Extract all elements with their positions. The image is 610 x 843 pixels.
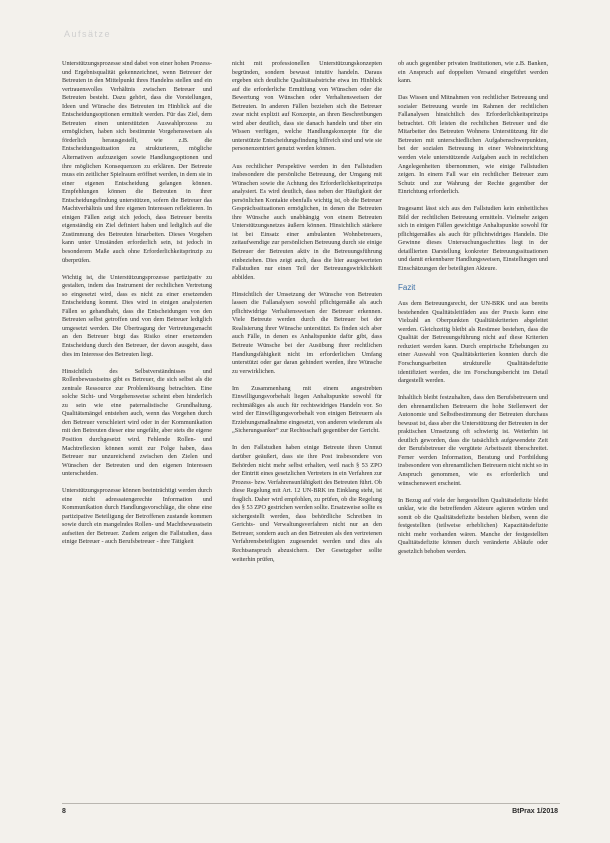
text-column-1 [62, 60, 212, 800]
page-number: 8 [62, 808, 66, 815]
text-column-3 [398, 60, 548, 800]
footer-divider [62, 803, 560, 804]
paragraph: Unterstützungsprozesse können beeinträchtigt werden durch eine nicht adressatengerechte Information und Kommunikation durch Handlungsvorschläge, die ohne eine partizipative Beteiligung der Betroffenen zustande kommen sowie durch ein mangelndes Rollen- und Machtbewusstsein aufseiten der Betreuer. Zudem zeigen die Fallstudien, dass einige Betreuer - auch Berufsbetreuer - ihre Tätigkeit [62, 487, 212, 546]
text-column-2 [232, 60, 382, 800]
section-heading-fazit: Fazit [398, 282, 416, 292]
paragraph: In Bezug auf viele der hergestellten Qualitätsdefizite bleibt unklar, wie die betreffenden Akteure agieren würden und somit ob die Qualitätsdefizite bestehen bleiben, wenn die festgestellten (teilweise erheblichen) Kapazitätsdefizite nicht mehr vorhanden wären. Manche der festgestellten Qualitätsdefizite können durch veränderte Abläufe oder gesetzlich behoben werden. [398, 496, 548, 555]
paragraph: Aus dem Betreuungsrecht, der UN-BRK und aus bereits bestehenden Qualitätsleitfäden aus der Praxis kann eine Vielzahl an Oberpunkten Qualitätskriterien abgeleitet werden. Gleichzeitig bleibt als Resümee bestehen, dass die Qualität der Betreuungsführung nicht auf diese Kriterien reduziert werden kann. Durch empirische Erhebungen zu einer Auswahl von Qualitätskriterien konnten durch die Forschungsarbeiten strukturelle Qualitätsdefizite identifiziert werden, die im Forschungsbericht im Detail dargestellt werden. [398, 300, 548, 385]
section-label: Aufsätze [64, 29, 112, 39]
paragraph: Aus rechtlicher Perspektive werden in den Fallstudien insbesondere die persönliche Betreuung, der Umgang mit Wünschen sowie die Achtung des Erforderlichkeitsprinzips analysiert. Es wird deutlich, dass neben der Häufigkeit der persönlichen Kontakte ebenfalls wichtig ist, ob die Betreuer Gesprächssituationen ermöglichen, in denen die Betreuten ihre Wünsche auch unabhängig von einem Betreuten Unterstützungsnetzes äußern können. Hinsichtlich stärkere ist bei Einsatz einer ambulanten Wohnbetreuers, zeitaufwendige zur persönlichen Betreuung durch sie einige Betreuer der Betreuten aktiv in die Betreuungsführung einbeziehen. Dies zeigt auch, dass die hier ausgewerteten Fallstudien nur einen Teil der Betreuungswirklichkeit abbilden. [232, 162, 382, 281]
paragraph: Inhaltlich bleibt festzuhalten, dass den Berufsbetreuern und den ehrenamtlichen Betreuern die hohe Stellenwert der Autonomie und Selbstbestimmung der Betreuten durchaus bewusst ist, dass aber die Unterstützung der Betreuten in der praktischen Umsetzung oft schwierig ist. Weiterhin ist deutlich geworden, dass die tatsächlich aufgewendete Zeit der Berufsbetreuer die vergütete Arbeitszeit überschreitet. Ferner werden Information, Beratung und Fortbildung insbesondere von ehrenamtlichen Betreuern nicht nicht so in Anspruch genommen, wie es erforderlich und wünschenswert erscheint. [398, 394, 548, 487]
paragraph: Unterstützungsprozesse sind dabei von einer hohen Prozess- und Ergebnisqualität gekennzeichnet, wenn Betreuer der Betreuten in den Mittelpunkt ihres Handelns stellen und ein vertrauensvolles Verhältnis zwischen Betreuer und Betreuten besteht. Dazu gehört, dass die Vorstellungen, Ideen und Wünsche des Betreuten im Hinblick auf die Entscheidungsoptionen ermittelt werden. Für das Ziel, dem Betreuten einen unterstützten Auswahlprozess zu ermöglichen, haben sich bestimmte Vorgehensweisen als förderlich herausgestellt, wie z.B. die Entscheidungssituation zu strukturieren, mögliche Alternativen aufzuzeigen sowie Handlungsoptionen und ihre möglichen Konsequenzen zu erklären. Der Betreute muss ein zeitlicher Spielraum eröffnet werden, in dem sie in einer eigenen Entscheidung gelangen können. Empfehlungen können die Betreuten in ihrer Entscheidungsfindung unterstützen, sofern die Betreuer das Machtverhältnis und ihre eigenen Interessen reflektieren. In einigen Fällen zeigt sich jedoch, dass Betreuer bereits eigenständig ein Ziel definiert haben und lediglich auf die Zustimmung des Betreuten hinarbeiten. Dieses Vorgehen kann unter Umständen erforderlich sein, ist jedoch in besonderem Maße auch ohne Erforderlichkeitsprinzip zu überprüfen. [62, 60, 212, 264]
paragraph: Hinsichtlich der Umsetzung der Wünsche von Betreuten lassen die Fallanalysen sowohl pflichtgemäße als auch pflichtwidrige Verhaltensweisen der Betreuer erkennen. Viele Betreute werden durch die Betreuer bei der Realisierung ihrer Wünsche unterstützt. Es finden sich aber auch Fälle, in denen es Anhaltspunkte dafür gibt, dass Betreute Wünsche bei der Ausübung ihrer rechtlichen Handlungsfähigkeit nicht im erforderlichen Umfang unterstützt oder gar daran gehindert werden, ihre Wünsche zu verwirklichen. [232, 290, 382, 375]
paragraph: In den Fallstudien haben einige Betreute ihren Unmut darüber geäußert, dass sie ihre Post insbesondere von Behörden nicht mehr selbst erhalten, weil nach § 53 ZPO der Eintritt eines gesetzlichen Vertreters in ein Verfahren zur Prozess- bzw. Verfahrensunfähigkeit des Betreuten führt. Ob diese Regelung mit Art. 12 UN-BRK im Einklang steht, ist fraglich. Daher wird empfohlen, zu prüfen, ob die Regelung des § 53 ZPO gestrichen werden sollte. Ersatzweise sollte es sichergestellt werden, dass behördliche Schreiben in Gerichts- und Verwaltungsverfahren nicht nur an den Betreuer, sondern auch an den Betreuten als den vertretenen Verfahrensbeteiligten zugesendet werden und dies als Rechtsanspruch abzusichern. Der Gesetzgeber sollte weiterhin prüfen, [232, 444, 382, 563]
paragraph: Im Zusammenhang mit einem angestrebten Einwilligungsvorbehalt liegen Anhaltspunkte sowohl für rechtmäßiges als auch für rechtswidriges Handeln vor. So wird der Einwilligungsvorbehalt von einigen Betreuern als Erziehungsmaßnahme eingesetzt, von anderen wiederum als „Sicherungsanker“ zur Rechtsschaft gegenüber der Gericht. [232, 384, 382, 435]
paragraph: Insgesamt lässt sich aus den Fallstudien kein einheitliches Bild der rechtlichen Betreuung ermitteln. Vielmehr zeigen sich in einigen Fällen gewichtige Anhaltspunkte sowohl für pflichtgemäßes als auch für pflichtwidriges Handeln. Die Gewinne dieses Untersuchungsschrittes liegt in der detaillierten Darstellung konkreter Betreuungssituationen und damit erkennbarer Handlungsweisen, Einstellungen und Einschätzungen der beteiligten Akteure. [398, 205, 548, 273]
paragraph: nicht mit professionellen Unterstützungskonzepten begründen, sondern bewusst intuitiv handeln. Daraus ergeben sich deutliche Qualitätsabstriche etwa im Hinblick auf die erforderliche Ermittlung von Wünschen oder die Bewertung von Wünschen oder Verhaltensweisen der Betreuten. In anderen Fällen beziehen sich die Betreuer zwar nicht explizit auf Konzepte, an ihren Beschreibungen wird aber deutlich, dass sie danach handeln und über ein Wissen verfügen, welche Handlungskonzepte für die unterstützte Entscheidungsfindung hilfreich sind und wie sie personenzentriert genutzt werden können. [232, 60, 382, 153]
paragraph: Hinsichtlich des Selbstverständnisses und Rollenbewusstseins gibt es Betreuer, die sich selbst als die zentrale Ressource zur Problemlösung betrachten. Eine solche Sicht- und Vorgehensweise scheint eben hinderlich zu sein wie eine paternalistische Grundhaltung. Qualitätsmängel entstehen auch, wenn das Vorgehen durch den Betreuer verschleiert wird oder in der Kommunikation mit den Betreuten dieser eine ungefähr, aber stets die eigene Position durchgesetzt wird. Fehlende Rollen- und Machtreflexion können somit zur Folge haben, dass Betreuer nur unzureichend zwischen den Zielen und Wünschen der Betreuten und den eigenen Interessen unterscheiden. [62, 367, 212, 478]
paragraph: ob auch gegenüber privaten Institutionen, wie z.B. Banken, ein Anspruch auf doppelten Versand eingeführt werden kann. [398, 60, 548, 85]
paragraph: Das Wissen und Mitnahmen von rechtlicher Betreuung und sozialer Betreuung wurde im Rahmen der rechtlichen Fallanalysen hinsichtlich des Erforderlichkeitsprinzips betrachtet. Oft leisten die rechtlichen Betreuer und die Mitarbeiter des Betreuten Wohnens Unterstützung für die Betreuten mit unterschiedlichen Aufgabenschwerpunkten, bei der sozialen Betreuung in einer Wohneinrichtung werden viele unterstützende Aufgaben auch in rechtlichen Angelegenheiten übernommen, wie einige Fallstudien zeigen. In einem Fall war ein rechtlicher Betreuer zum Schutz und zur Wahrung der Rechte gegenüber der Einrichtung erforderlich. [398, 94, 548, 196]
paragraph: Wichtig ist, die Unterstützungsprozesse partizipativ zu gestalten, indem das Instrument der rechtlichen Vertretung so eingesetzt wird, dass es nicht zu einer ersetzenden Entscheidung kommt. Dies wird in einigen analysierten Fällen so gehandhabt, dass die Entscheidungen von den Betreuten selbst getroffen und von dem Betreuer lediglich umgesetzt werden. Die Übertragung der Vertretungsmacht an den Betreuer birgt das Risiko einer ersetzenden Entscheidung durch den Betreuer, der davon ausgeht, dass dies im Interesse des Betreuten liegt. [62, 273, 212, 358]
journal-issue: BtPrax 1/2018 [512, 808, 558, 815]
